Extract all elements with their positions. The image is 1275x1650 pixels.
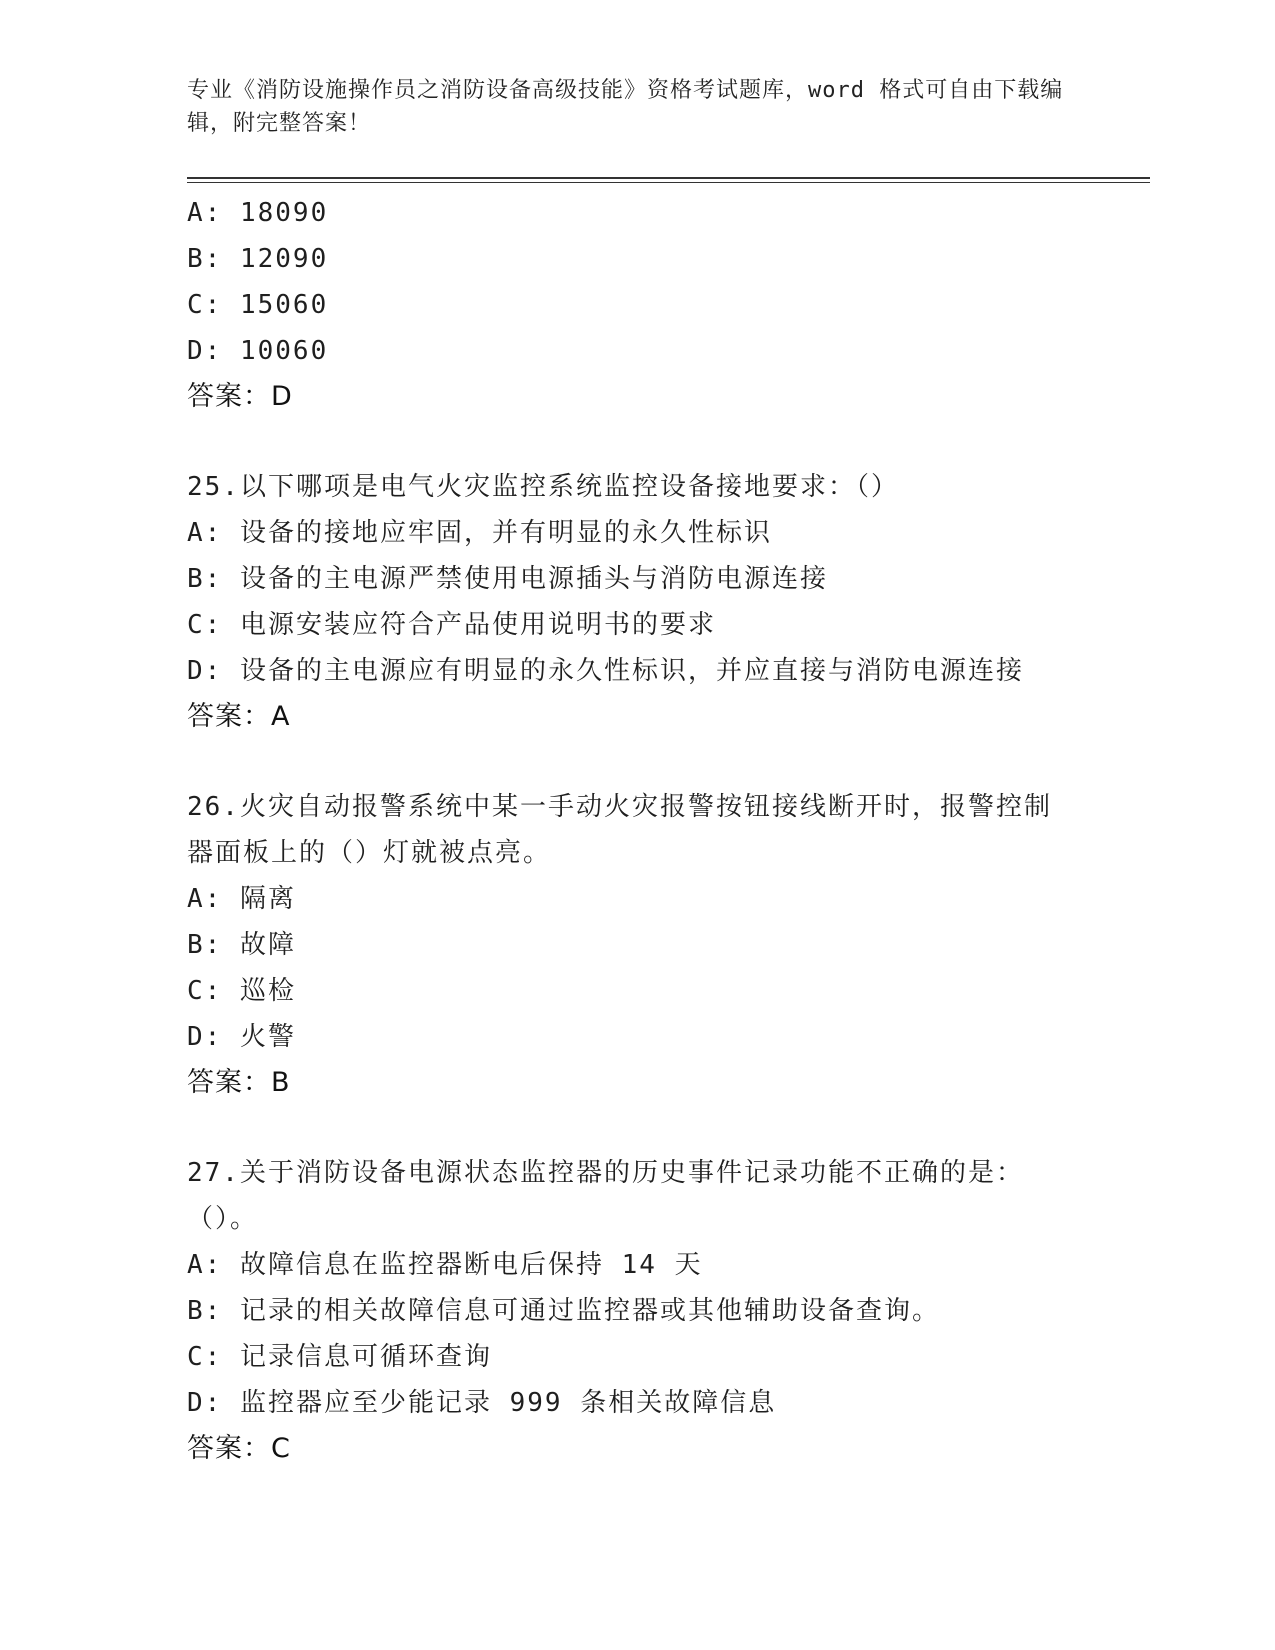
option-a: A: 设备的接地应牢固，并有明显的永久性标识: [187, 518, 772, 548]
question-block: [187, 1150, 1087, 1472]
option-d: D: 设备的主电源应有明显的永久性标识，并应直接与消防电源连接: [187, 656, 1024, 686]
option-d: D: 火警: [187, 1022, 296, 1052]
answer-line: 答案：D: [187, 381, 293, 412]
option-b: B: 记录的相关故障信息可通过监控器或其他辅助设备查询。: [187, 1296, 940, 1326]
option-d: D: 监控器应至少能记录 999 条相关故障信息: [187, 1388, 777, 1418]
question-block: [187, 190, 1087, 420]
answer-line: 答案：A: [187, 701, 291, 732]
option-c: C: 电源安装应符合产品使用说明书的要求: [187, 610, 716, 640]
document-header: 专业《消防设施操作员之消防设备高级技能》资格考试题库，word 格式可自由下载编辑，附完整答案！: [187, 78, 1064, 136]
option-b: B: 12090: [187, 244, 329, 274]
option-a: A: 18090: [187, 198, 329, 228]
question-text: 26.火灾自动报警系统中某一手动火灾报警按钮接线断开时，报警控制器面板上的（）灯就被点亮。: [187, 792, 1052, 868]
option-c: C: 15060: [187, 290, 329, 320]
question-block: [187, 784, 1087, 1106]
option-a: A: 故障信息在监控器断电后保持 14 天: [187, 1250, 703, 1280]
header-divider-thick: [187, 177, 1150, 179]
answer-line: 答案：B: [187, 1067, 291, 1098]
question-text: 25.以下哪项是电气火灾监控系统监控设备接地要求：（）: [187, 472, 899, 502]
header-divider-thin: [187, 182, 1150, 183]
question-block: [187, 464, 1087, 740]
question-list: [187, 190, 1087, 1472]
option-c: C: 巡检: [187, 976, 296, 1006]
option-d: D: 10060: [187, 336, 329, 366]
option-b: B: 设备的主电源严禁使用电源插头与消防电源连接: [187, 564, 828, 594]
option-a: A: 隔离: [187, 884, 296, 914]
option-c: C: 记录信息可循环查询: [187, 1342, 492, 1372]
answer-line: 答案：C: [187, 1433, 291, 1464]
option-b: B: 故障: [187, 930, 296, 960]
question-text: 27.关于消防设备电源状态监控器的历史事件记录功能不正确的是：（）。: [187, 1158, 1024, 1234]
